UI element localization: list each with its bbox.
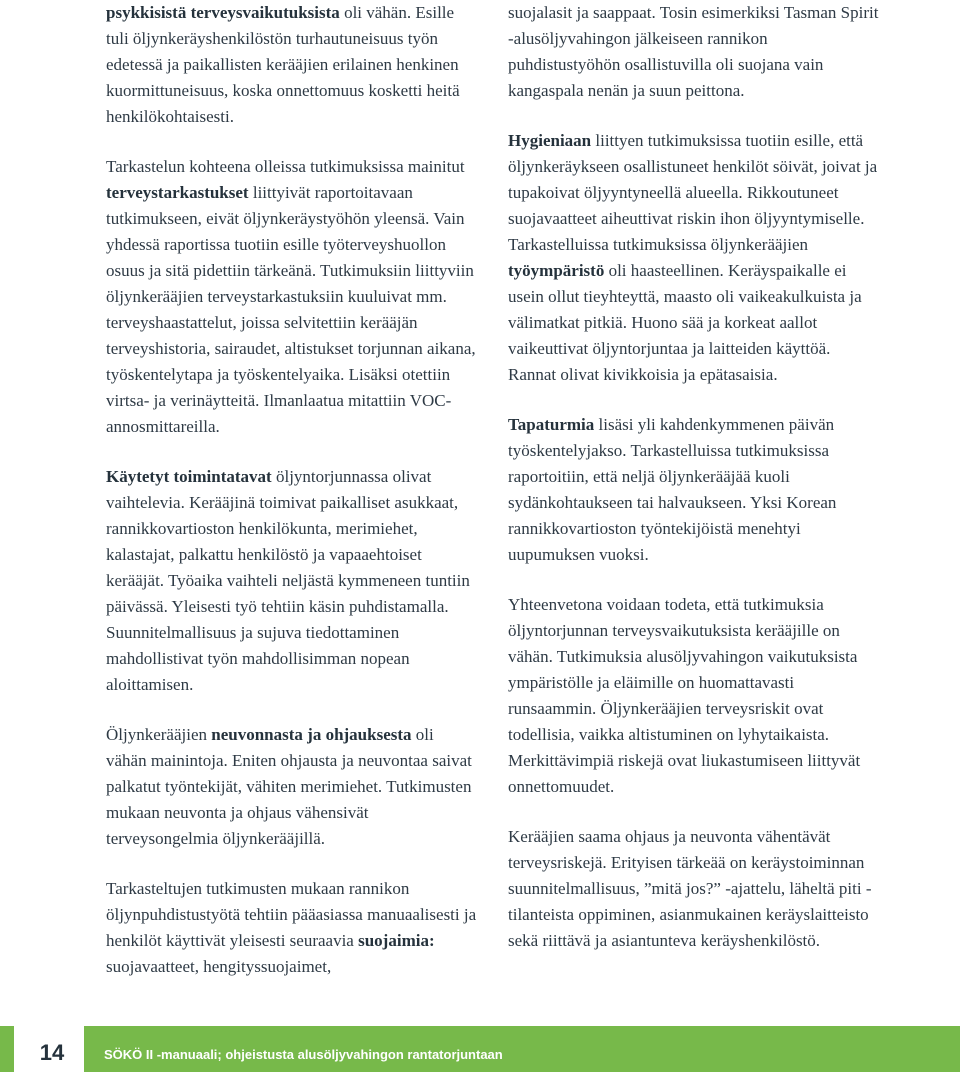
text-run: öljyntorjunnassa olivat vaihtelevia. Kerääjinä toimivat paikalliset asukkaat, rannikkovartioston henkilökunta, merimiehet, kalastajat, palkattu henkilöstö ja vapaaehtoiset kerääjät. Työaika vaihteli neljästä kymmeneen tuntiin päivässä. Yleisesti työ tehtiin käsin puhdistamalla. Suunnitelmallisuus ja sujuva tiedottaminen mahdollistivat työn mahdollisimman nopean aloittamisen.: [106, 467, 470, 694]
footer-title: SÖKÖ II -manuaali; ohjeistusta alusöljyvahingon rantatorjuntaan: [104, 1047, 503, 1062]
right-column: [508, 0, 882, 954]
text-run: liittyen tutkimuksissa tuotiin esille, että öljynkeräykseen osallistuneet henkilöt söivät, joivat ja tupakoivat öljyyntyneellä alueella. Rikkoutuneet suojavaatteet aiheuttivat riskin ihon öljyyntymiselle. Tarkastelluissa tutkimuksissa öljynkerääjien: [508, 131, 878, 254]
text-run: suojalasit ja saappaat. Tosin esimerkiksi Tasman Spirit -alusöljyvahingon jälkeiseen rannikon puhdistustyöhön osallistuvilla oli suojana vain kangaspala nenän ja suun peittona.: [508, 3, 879, 100]
bold-term: Tapaturmia: [508, 415, 595, 434]
text-run: suojavaatteet, hengityssuojaimet,: [106, 957, 332, 976]
bold-term: terveystarkastukset: [106, 183, 249, 202]
text-run: lisäsi yli kahdenkymmenen päivän työskentelyjakso. Tarkastelluissa tutkimuksissa raportoitiin, että neljä öljynkerääjää kuoli sydänkohtaukseen tai halvaukseen. Yksi Korean rannikkovartioston työntekijöistä menehtyi uupumuksen vuoksi.: [508, 415, 837, 564]
paragraph: [508, 412, 882, 568]
text-run: Yhteenvetona voidaan todeta, että tutkimuksia öljyntorjunnan terveysvaikutuksista kerääjille on vähän. Tutkimuksia alusöljyvahingon vaikutuksista ympäristölle ja eläimille on huomattavasti runsaammin. Öljynkerääjien terveysriskit ovat todellisia, vaikka altistuminen on lyhytaikaista. Merkittävimpiä riskejä ovat liukastumiseen liittyvät onnettomuudet.: [508, 595, 861, 796]
paragraph: [508, 592, 882, 800]
paragraph: [106, 722, 478, 852]
paragraph: [508, 0, 882, 104]
bold-term: psykkisistä terveysvaikutuksista: [106, 3, 340, 22]
bold-term: Hygieniaan: [508, 131, 592, 150]
paragraph: [508, 128, 882, 388]
left-column: [106, 0, 478, 980]
text-run: oli haasteellinen. Keräyspaikalle ei usein ollut tieyhteyttä, maasto oli vaikeakulkuista ja välimatkat pitkiä. Huono sää ja korkeat aallot vaikeuttivat öljyntorjuntaa ja laitteiden käyttöä. Rannat olivat kivikkoisia ja epätasaisia.: [508, 261, 862, 384]
paragraph: [508, 824, 882, 954]
text-run: Kerääjien saama ohjaus ja neuvonta vähentävät terveysriskejä. Erityisen tärkeää on keräystoiminnan suunnitelmallisuus, ”mitä jos?” -ajattelu, läheltä piti -tilanteista oppiminen, asianmukainen keräyslaitteisto sekä riittävä ja asiantunteva keräyshenkilöstö.: [508, 827, 872, 950]
text-run: oli vähän. Esille tuli öljynkeräyshenkilöstön turhautuneisuus työn edetessä ja paikallisten kerääjien erilainen henkinen kuormittuneisuus, koska onnettomuus kosketti heitä henkilökohtaisesti.: [106, 3, 460, 126]
paragraph: [106, 154, 478, 440]
text-run: Tarkastelun kohteena olleissa tutkimuksissa mainitut: [106, 157, 465, 176]
bold-term: suojaimia:: [358, 931, 435, 950]
text-run: oli vähän mainintoja. Eniten ohjausta ja neuvontaa saivat palkatut työntekijät, vähiten merimiehet. Tutkimusten mukaan neuvonta ja ohjaus vähensivät terveysongelmia öljynkerääjillä.: [106, 725, 472, 848]
text-run: Öljynkerääjien: [106, 725, 212, 744]
text-run: liittyivät raportoitavaan tutkimukseen, eivät öljynkeräystyöhön yleensä. Vain yhdessä raportissa tuotiin esille työterveyshuollon osuus ja sitä pidettiin tärkeänä. Tutkimuksiin liittyviin öljynkerääjien terveystarkastuksiin kuuluivat mm. terveyshaastattelut, joissa selvitettiin kerääjän terveyshistoria, sairaudet, altistukset torjunnan aikana, työskentelytapa ja työskentelyaika. Lisäksi otettiin virtsa- ja verinäytteitä. Ilmanlaatua mitattiin VOC- annosmittareilla.: [106, 183, 476, 436]
bold-term: työympäristö: [508, 261, 605, 280]
paragraph: [106, 0, 478, 130]
bold-term: Käytetyt toimintatavat: [106, 467, 272, 486]
text-run: Tarkasteltujen tutkimusten mukaan rannikon öljynpuhdistustyötä tehtiin pääasiassa manuaalisesti ja henkilöt käyttivät yleisesti seuraavia: [106, 879, 477, 950]
bold-term: neuvonnasta ja ohjauksesta: [211, 725, 412, 744]
page-number: 14: [39, 1040, 65, 1065]
paragraph: [106, 464, 478, 698]
paragraph: [106, 876, 478, 980]
